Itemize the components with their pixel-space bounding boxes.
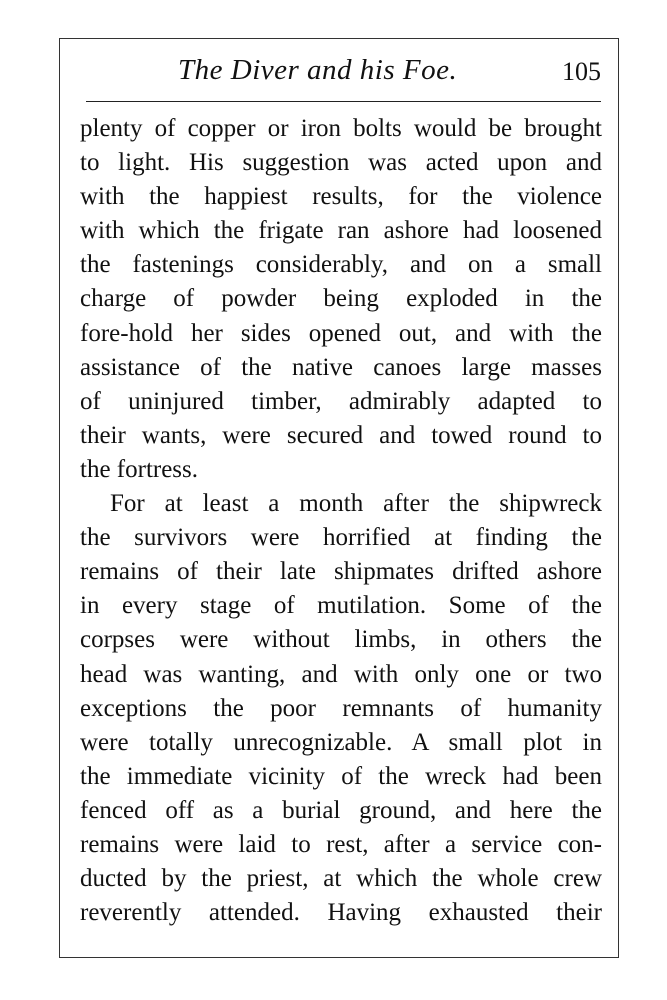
text-line: corpses were without limbs, in others the <box>80 626 602 654</box>
text-line: For at least a month after the shipwreck <box>110 490 602 518</box>
text-line: assistance of the native canoes large masses <box>80 353 602 381</box>
text-line: fore-hold her sides opened out, and with the <box>80 319 602 347</box>
paragraph-1 <box>80 112 602 487</box>
text-line: charge of powder being exploded in the <box>80 285 602 313</box>
text-line: fenced off as a burial ground, and here the <box>80 796 602 824</box>
text-line: the fastenings considerably, and on a small <box>80 251 602 279</box>
text-line: the immediate vicinity of the wreck had been <box>80 762 602 790</box>
page-number: 105 <box>562 57 601 86</box>
text-line: plenty of copper or iron bolts would be brought <box>80 115 602 142</box>
header-rule <box>86 101 601 102</box>
text-line: the survivors were horrified at finding the <box>80 524 602 552</box>
running-head <box>86 54 601 94</box>
text-line: to light. His suggestion was acted upon and <box>80 149 602 177</box>
text-line: ducted by the priest, at which the whole crew <box>80 865 602 893</box>
text-line: their wants, were secured and towed round to <box>80 421 602 449</box>
paragraph-2 <box>80 487 602 930</box>
text-line: remains were laid to rest, after a service con- <box>80 830 602 858</box>
text-line: exceptions the poor remnants of humanity <box>80 694 602 722</box>
running-title: The Diver and his Foe. <box>178 54 458 86</box>
text-line: with the happiest results, for the violence <box>80 183 602 211</box>
text-line: remains of their late shipmates drifted ashore <box>80 558 602 586</box>
text-line: the fortress. <box>80 455 199 483</box>
text-line: of uninjured timber, admirably adapted to <box>80 387 602 415</box>
text-line: with which the frigate ran ashore had loosened <box>80 217 602 245</box>
body-text <box>80 112 602 930</box>
text-line: in every stage of mutilation. Some of the <box>80 592 602 620</box>
text-line: reverently attended. Having exhausted their <box>80 899 602 927</box>
text-line: were totally unrecognizable. A small plot in <box>80 728 602 756</box>
text-line: head was wanting, and with only one or two <box>80 660 602 688</box>
